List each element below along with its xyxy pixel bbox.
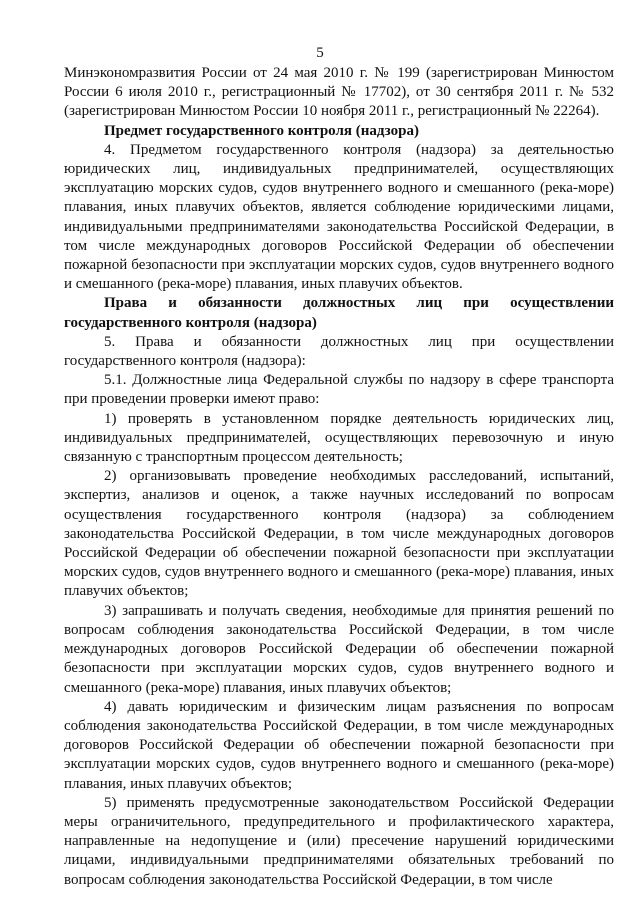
paragraph-5: 5. Права и обязанности должностных лиц при осуществлении государственного контроля (надзора):	[64, 333, 614, 370]
paragraph-intro-continuation: Минэкономразвития России от 24 мая 2010 г. № 199 (зарегистрирован Минюстом России 6 июля 2010 г., регистрационный № 17702), от 30 сентября 2011 г. № 532 (зарегистрирован Минюстом России 10 ноября 2011 г., регистрационный № 22264).	[64, 65, 614, 120]
document-body	[64, 64, 614, 890]
list-item-5: 5) применять предусмотренные законодательством Российской Федерации меры ограничительного, предупредительного и профилактического характера, направленные на недопущение и (или) пресечение нарушений юридическими лицами, индивидуальными предпринимателями обязательных требований по вопросам соблюдения законодательства Российской Федерации, в том числе	[64, 794, 614, 888]
list-item-2: 2) организовывать проведение необходимых расследований, испытаний, экспертиз, анализов и оценок, а также научных исследований по вопросам осуществления государственного контроля (надзора) за соблюдением законодательства Российской Федерации, в том числе международных договоров Российской Федерации об обеспечении пожарной безопасности при эксплуатации морских судов, судов внутреннего водного и смешанного (река-море) плавания, иных плавучих объектов;	[64, 468, 614, 600]
paragraph-5-1: 5.1. Должностные лица Федеральной службы по надзору в сфере транспорта при проведении проверки имеют право:	[64, 372, 614, 408]
list-item-3: 3) запрашивать и получать сведения, необходимые для принятия решений по вопросам соблюдения законодательства Российской Федерации, в том числе международных договоров Российской Федерации об обеспечении пожарной безопасности при эксплуатации морских судов, судов внутреннего водного и смешанного (река-море) плавания, иных плавучих объектов;	[64, 602, 614, 696]
page-number: 5	[316, 45, 324, 61]
list-item-4: 4) давать юридическим и физическим лицам разъяснения по вопросам соблюдения законодательства Российской Федерации, в том числе международных договоров Российской Федерации об обеспечении пожарной безопасности при эксплуатации морских судов, судов внутреннего водного и смешанного (река-море) плавания, иных плавучих объектов;	[64, 698, 614, 792]
section-heading-subject: Предмет государственного контроля (надзора)	[104, 122, 419, 139]
list-item-1: 1) проверять в установленном порядке деятельность юридических лиц, индивидуальных предпринимателей, осуществляющих перевозочную и иную связанную с транспортным процессом деятельность;	[64, 410, 614, 466]
section-heading-rights: Права и обязанности должностных лиц при осуществлении государственного контроля (надзора)	[64, 295, 614, 331]
paragraph-4: 4. Предметом государственного контроля (надзора) за деятельностью юридических лиц, индивидуальных предпринимателей, осуществляющих эксплуатацию морских судов, судов внутреннего водного и смешанного (река-море) плавания, иных плавучих объектов, является соблюдение юридическими лицами, индивидуальными предпринимателями законодательства Российской Федерации, в том числе международных договоров Российской Федерации об обеспечении пожарной безопасности при эксплуатации морских судов, судов внутреннего водного и смешанного (река-море) плавания, иных плавучих объектов.	[64, 141, 614, 293]
